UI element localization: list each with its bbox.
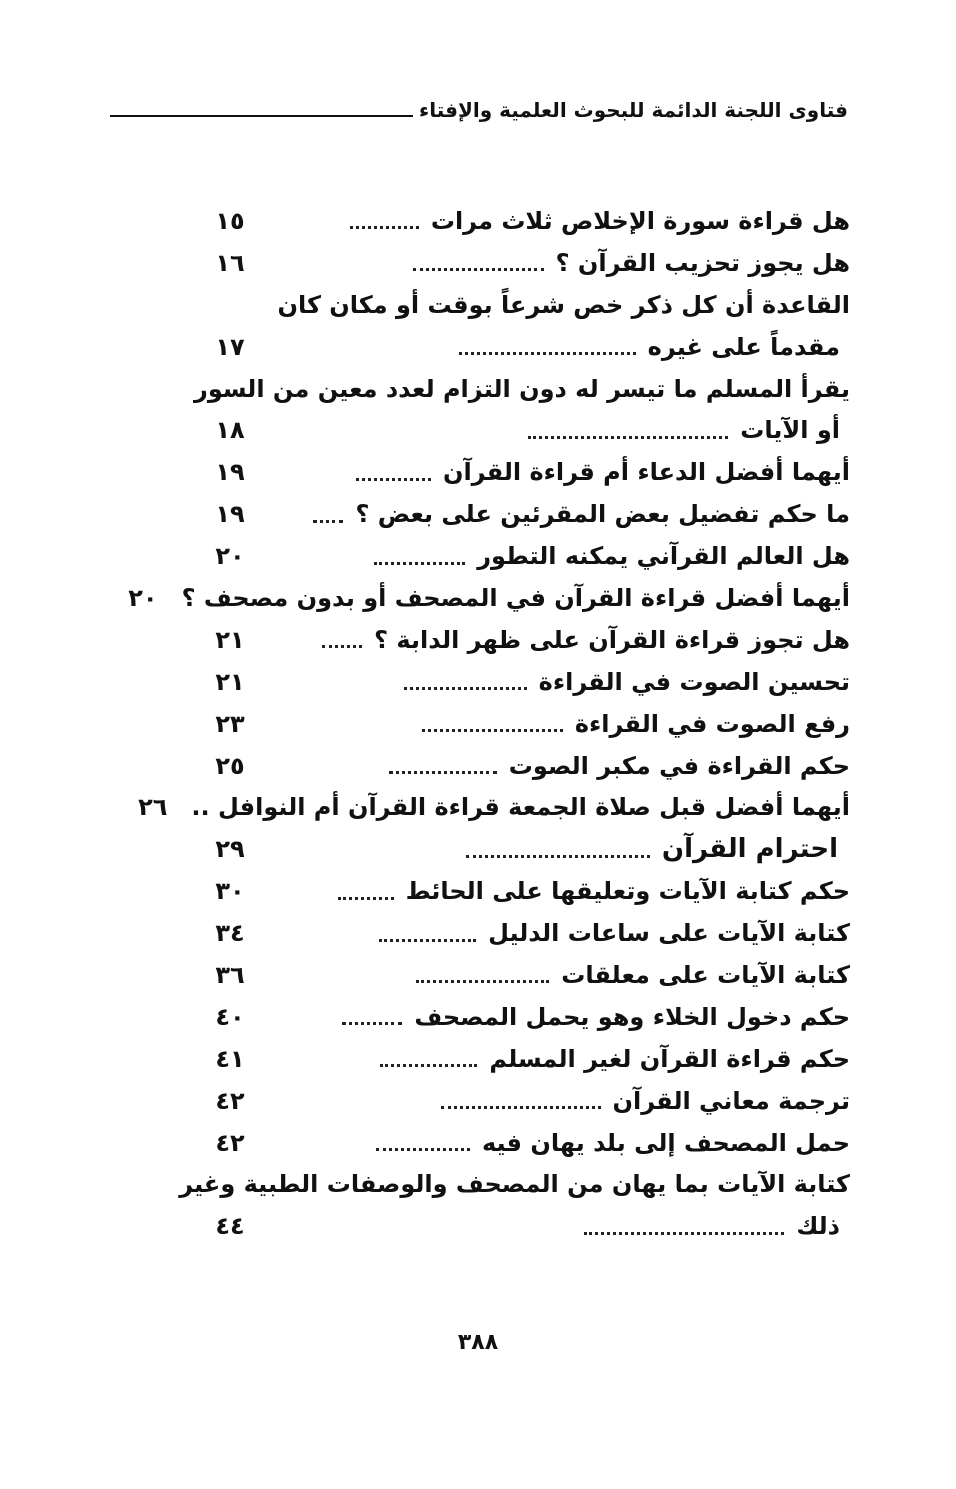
dot-leader [413, 268, 544, 271]
toc-entry-page: ٣٤ [215, 919, 245, 948]
toc-entry-title: حكم كتابة الآيات وتعليقها على الحائط [405, 877, 850, 906]
toc-entry-title: القاعدة أن كل ذكر خص شرعاً بوقت أو مكان كان [277, 290, 850, 319]
dot-leader [350, 226, 418, 229]
toc-entry-title: ترجمة معاني القرآن [612, 1086, 850, 1115]
toc-entry [190, 1122, 850, 1164]
toc-entry-title: أو الآيات [740, 416, 840, 445]
toc-entry [190, 1080, 850, 1122]
dot-leader [374, 562, 466, 565]
dot-leader [313, 520, 344, 523]
toc-entry-title: هل قراءة سورة الإخلاص ثلاث مرات [430, 206, 850, 235]
toc-entry-page: ٢١ [215, 625, 245, 654]
toc-entry-title: أيهما أفضل الدعاء أم قراءة القرآن [442, 458, 850, 487]
toc-entry [190, 828, 850, 870]
toc-entry-page: ١٩ [215, 500, 245, 529]
dot-leader [441, 1106, 600, 1109]
toc-entry-title: أيهما أفضل قراءة القرآن في المصحف أو بدون مصحف ؟ [181, 583, 850, 612]
toc-entry [190, 535, 850, 577]
toc-entry-page: ٣٦ [215, 960, 245, 989]
toc-entry-page: ١٧ [215, 332, 245, 361]
toc-entry-page: ٤٢ [215, 1128, 245, 1157]
dot-leader [356, 478, 430, 481]
toc-entry-title: كتابة الآيات على ساعات الدليل [488, 919, 850, 948]
toc-entry-page: ٢٠ [128, 583, 158, 612]
dot-leader [528, 436, 728, 439]
toc-entry [190, 870, 850, 912]
dot-leader [466, 855, 650, 858]
toc-entry [190, 1205, 850, 1247]
toc-entry-title: هل العالم القرآني يمكنه التطور [477, 542, 850, 571]
toc-entry-title: حمل المصحف إلى بلد يهان فيه [481, 1128, 850, 1157]
toc-entry [190, 954, 850, 996]
dot-leader [322, 645, 362, 648]
header-title: فتاوى اللجنة الدائمة للبحوث العلمية والإفتاء [419, 98, 848, 122]
dot-leader [342, 1022, 402, 1025]
toc-entry-page: ٤٠ [215, 1002, 245, 1031]
toc-entry-title: ذلك [796, 1212, 840, 1241]
toc-entry-title: ما حكم تفضيل بعض المقرئين على بعض ؟ [355, 500, 850, 529]
toc-entry-title: تحسين الصوت في القراءة [538, 667, 850, 696]
toc-entry-page: ١٦ [215, 248, 245, 277]
dot-leader [422, 729, 562, 732]
toc-entry-title: أيهما أفضل قبل صلاة الجمعة قراءة القرآن أم النوافل .. [191, 793, 850, 822]
toc-entry-page: ٢١ [215, 667, 245, 696]
toc-entry [190, 661, 850, 703]
toc-entry [179, 1163, 850, 1205]
toc-entry-page: ٤١ [215, 1044, 245, 1073]
toc-entry [190, 1038, 850, 1080]
toc-entry [190, 451, 850, 493]
toc-entry [190, 745, 850, 787]
toc-entry [138, 786, 850, 828]
dot-leader [584, 1232, 784, 1235]
toc-entry-title: احترام القرآن [661, 834, 838, 865]
toc-entry-title: حكم دخول الخلاء وهو يحمل المصحف [414, 1002, 850, 1031]
dot-leader [379, 939, 476, 942]
toc-entry-page: ٢٣ [215, 709, 245, 738]
dot-leader [376, 1148, 470, 1151]
toc-entry [128, 577, 850, 619]
header-rule [110, 115, 413, 117]
toc-entry-page: ٢٦ [138, 793, 168, 822]
toc-entry-title: حكم قراءة القرآن لغير المسلم [489, 1044, 850, 1073]
toc-entry-title: حكم القراءة في مكبر الصوت [508, 751, 850, 780]
table-of-contents [128, 200, 850, 1247]
toc-entry-title: هل يجوز تحزيب القرآن ؟ [555, 248, 850, 277]
toc-entry-page: ٢٠ [215, 542, 245, 571]
toc-entry-page: ١٥ [215, 206, 245, 235]
page-number: ٣٨٨ [457, 1330, 499, 1355]
toc-entry [190, 912, 850, 954]
toc-entry [190, 284, 850, 326]
dot-leader [416, 980, 550, 983]
running-header [110, 90, 848, 130]
toc-entry-title: مقدماً على غيره [647, 332, 840, 361]
toc-entry-page: ١٨ [215, 416, 245, 445]
toc-entry [190, 326, 850, 368]
toc-entry-title: كتابة الآيات على معلقات [561, 960, 850, 989]
toc-entry-page: ١٩ [215, 458, 245, 487]
dot-leader [389, 771, 496, 774]
toc-entry-page: ٢٥ [215, 751, 245, 780]
toc-entry [190, 996, 850, 1038]
toc-entry-title: يقرأ المسلم ما تيسر له دون التزام لعدد معين من السور [194, 374, 850, 403]
toc-entry [190, 493, 850, 535]
toc-entry-page: ٣٠ [215, 877, 245, 906]
toc-entry [190, 619, 850, 661]
dot-leader [338, 897, 394, 900]
toc-entry [190, 368, 850, 410]
toc-entry-title: كتابة الآيات بما يهان من المصحف والوصفات الطبية وغير [179, 1170, 850, 1199]
toc-entry [190, 409, 850, 451]
toc-entry [190, 242, 850, 284]
toc-entry-page: ٢٩ [215, 835, 245, 864]
toc-entry-title: رفع الصوت في القراءة [574, 709, 850, 738]
toc-entry [190, 200, 850, 242]
dot-leader [404, 687, 526, 690]
toc-entry-page: ٤٢ [215, 1086, 245, 1115]
dot-leader [459, 352, 636, 355]
dot-leader [380, 1064, 478, 1067]
toc-entry-page: ٤٤ [215, 1212, 245, 1241]
toc-entry-title: هل تجوز قراءة القرآن على ظهر الدابة ؟ [374, 625, 850, 654]
toc-entry [190, 703, 850, 745]
